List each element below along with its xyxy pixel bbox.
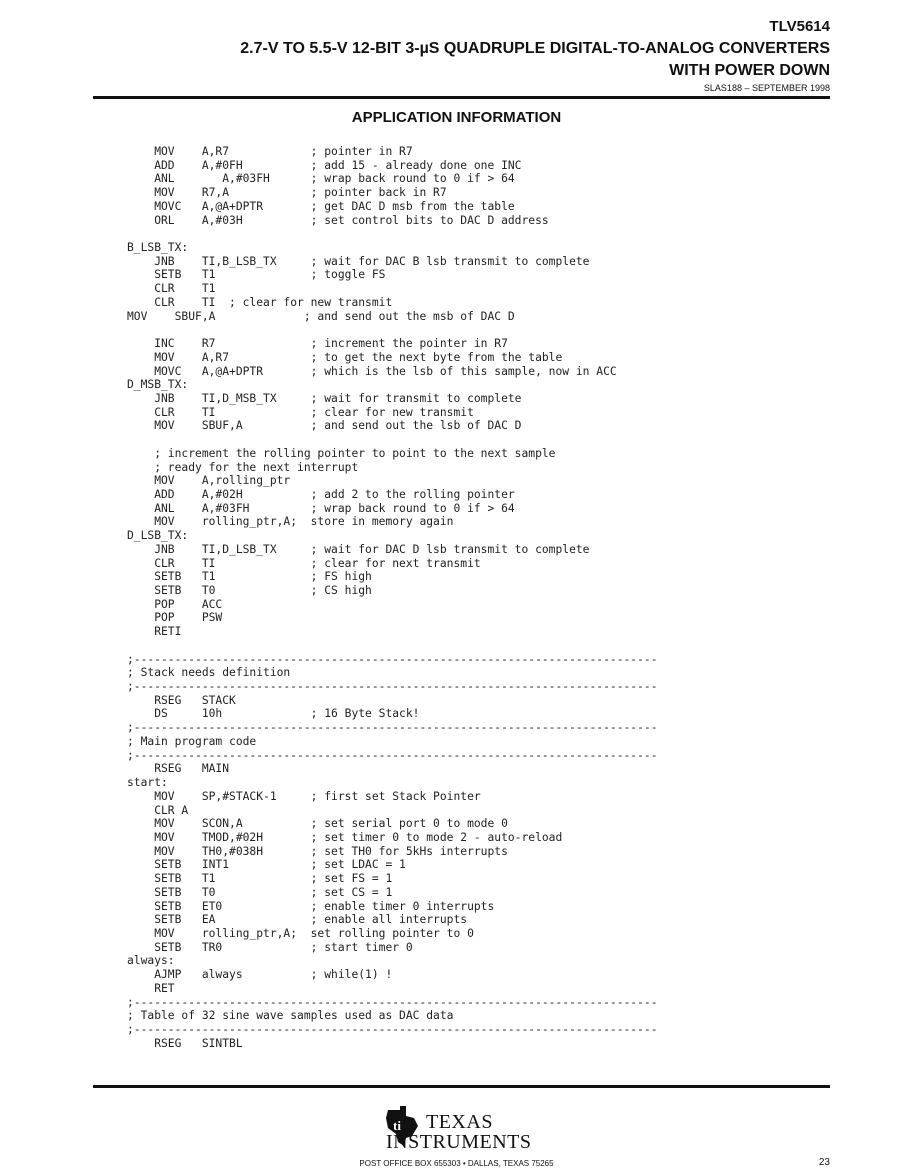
code-line: ANL A,#03FH ; wrap back round to 0 if > 64 xyxy=(127,501,515,515)
code-line: SETB T0 ; CS high xyxy=(127,584,372,597)
code-line: CLR TI ; clear for new transmit xyxy=(127,405,474,419)
code-line: SETB TR0 ; start timer 0 xyxy=(127,940,413,954)
code-line: ORL A,#03H ; set control bits to DAC D address xyxy=(127,213,549,227)
code-line: MOV SP,#STACK-1 ; first set Stack Pointer xyxy=(127,789,481,803)
code-line: ADD A,#02H ; add 2 to the rolling pointer xyxy=(127,487,515,501)
code-line: SETB ET0 ; enable timer 0 interrupts xyxy=(127,899,495,913)
code-line: MOV A,R7 ; to get the next byte from the table xyxy=(127,350,563,364)
texas-instruments-logo xyxy=(382,1102,542,1154)
code-line: ; Main program code xyxy=(127,734,257,748)
code-line: ;----------------------------------------------------------------------------- xyxy=(127,748,658,762)
code-line: JNB TI,B_LSB_TX ; wait for DAC B lsb transmit to complete xyxy=(127,254,590,268)
code-line: CLR T1 xyxy=(127,282,216,296)
document-code: SLAS188 – SEPTEMBER 1998 xyxy=(703,83,830,93)
code-line: JNB TI,D_MSB_TX ; wait for transmit to complete xyxy=(127,391,522,405)
document-title-line2: WITH POWER DOWN xyxy=(669,62,830,79)
code-line: SETB EA ; enable all interrupts xyxy=(127,913,468,927)
footer-address: POST OFFICE BOX 655303 • DALLAS, TEXAS 75265 xyxy=(359,1159,554,1168)
code-line: POP PSW xyxy=(127,611,223,625)
code-line xyxy=(127,227,658,241)
page-number: 23 xyxy=(818,1157,830,1168)
code-line: always: xyxy=(127,954,175,968)
code-line: ;----------------------------------------------------------------------------- xyxy=(127,652,658,666)
code-line xyxy=(127,433,658,447)
svg-text:ti: ti xyxy=(393,1118,401,1133)
code-line: SETB T1 ; FS high xyxy=(127,570,372,584)
code-line xyxy=(127,639,658,653)
code-line: RSEG SINTBL xyxy=(127,1036,243,1050)
code-line: MOV SBUF,A ; and send out the msb of DAC D xyxy=(127,309,515,323)
code-line: RSEG MAIN xyxy=(127,762,230,776)
code-line: MOV SCON,A ; set serial port 0 to mode 0 xyxy=(127,817,508,831)
code-line: MOV rolling_ptr,A; store in memory again xyxy=(127,515,454,529)
code-line: AJMP always ; while(1) ! xyxy=(127,968,393,982)
code-line: CLR TI ; clear for new transmit xyxy=(127,295,393,309)
code-line: MOV R7,A ; pointer back in R7 xyxy=(127,186,447,200)
part-number: TLV5614 xyxy=(769,18,830,35)
code-line: MOVC A,@A+DPTR ; get DAC D msb from the table xyxy=(127,199,515,213)
code-line: ; Stack needs definition xyxy=(127,666,291,680)
code-line: D_LSB_TX: xyxy=(127,529,189,543)
code-line: MOVC A,@A+DPTR ; which is the lsb of this sample, now in ACC xyxy=(127,364,617,378)
logo-word-texas: TEXAS xyxy=(426,1111,493,1133)
section-title: APPLICATION INFORMATION xyxy=(351,109,562,126)
code-line: RETI xyxy=(127,625,182,639)
code-line: SETB T1 ; toggle FS xyxy=(127,268,386,282)
code-line: CLR TI ; clear for next transmit xyxy=(127,556,481,570)
code-line: ;----------------------------------------------------------------------------- xyxy=(127,1023,658,1036)
code-line: B_LSB_TX: xyxy=(127,241,189,255)
code-line: ANL A,#03FH ; wrap back round to 0 if > 64 xyxy=(127,172,515,186)
code-line: MOV A,rolling_ptr xyxy=(127,474,291,488)
code-listing xyxy=(127,145,658,1050)
code-line: ;----------------------------------------------------------------------------- xyxy=(127,680,658,694)
code-line: ;----------------------------------------------------------------------------- xyxy=(127,721,658,735)
code-line: RET xyxy=(127,981,175,995)
footer-rule xyxy=(93,1085,830,1088)
logo-word-instruments: INSTRUMENTS xyxy=(386,1131,532,1153)
code-line: start: xyxy=(127,776,168,790)
code-line: INC R7 ; increment the pointer in R7 xyxy=(127,337,508,351)
code-line: MOV TMOD,#02H ; set timer 0 to mode 2 - auto-reload xyxy=(127,830,563,844)
code-line: MOV SBUF,A ; and send out the lsb of DAC D xyxy=(127,419,522,433)
code-line: SETB INT1 ; set LDAC = 1 xyxy=(127,858,406,872)
code-line: RSEG STACK xyxy=(127,693,236,707)
document-title-line1: 2.7-V TO 5.5-V 12-BIT 3-µS QUADRUPLE DIGITAL-TO-ANALOG CONVERTERS xyxy=(240,40,830,57)
code-line: DS 10h ; 16 Byte Stack! xyxy=(127,707,420,721)
code-line: ; ready for the next interrupt xyxy=(127,460,359,474)
header-rule xyxy=(93,96,830,99)
code-line: ;----------------------------------------------------------------------------- xyxy=(127,995,658,1009)
code-line: ; increment the rolling pointer to point to the next sample xyxy=(127,446,556,460)
code-line: D_MSB_TX: xyxy=(127,378,189,392)
code-line: CLR A xyxy=(127,803,189,817)
code-line: MOV TH0,#038H ; set TH0 for 5kHs interrupts xyxy=(127,844,508,858)
code-line: ADD A,#0FH ; add 15 - already done one INC xyxy=(127,158,522,172)
code-line: SETB T0 ; set CS = 1 xyxy=(127,885,393,899)
code-line xyxy=(127,323,658,337)
code-line: JNB TI,D_LSB_TX ; wait for DAC D lsb transmit to complete xyxy=(127,542,590,556)
code-line: ; Table of 32 sine wave samples used as DAC data xyxy=(127,1009,454,1023)
code-line: MOV A,R7 ; pointer in R7 xyxy=(127,145,413,158)
code-line: MOV rolling_ptr,A; set rolling pointer to 0 xyxy=(127,926,474,940)
code-line: POP ACC xyxy=(127,597,223,611)
code-line: SETB T1 ; set FS = 1 xyxy=(127,872,393,886)
